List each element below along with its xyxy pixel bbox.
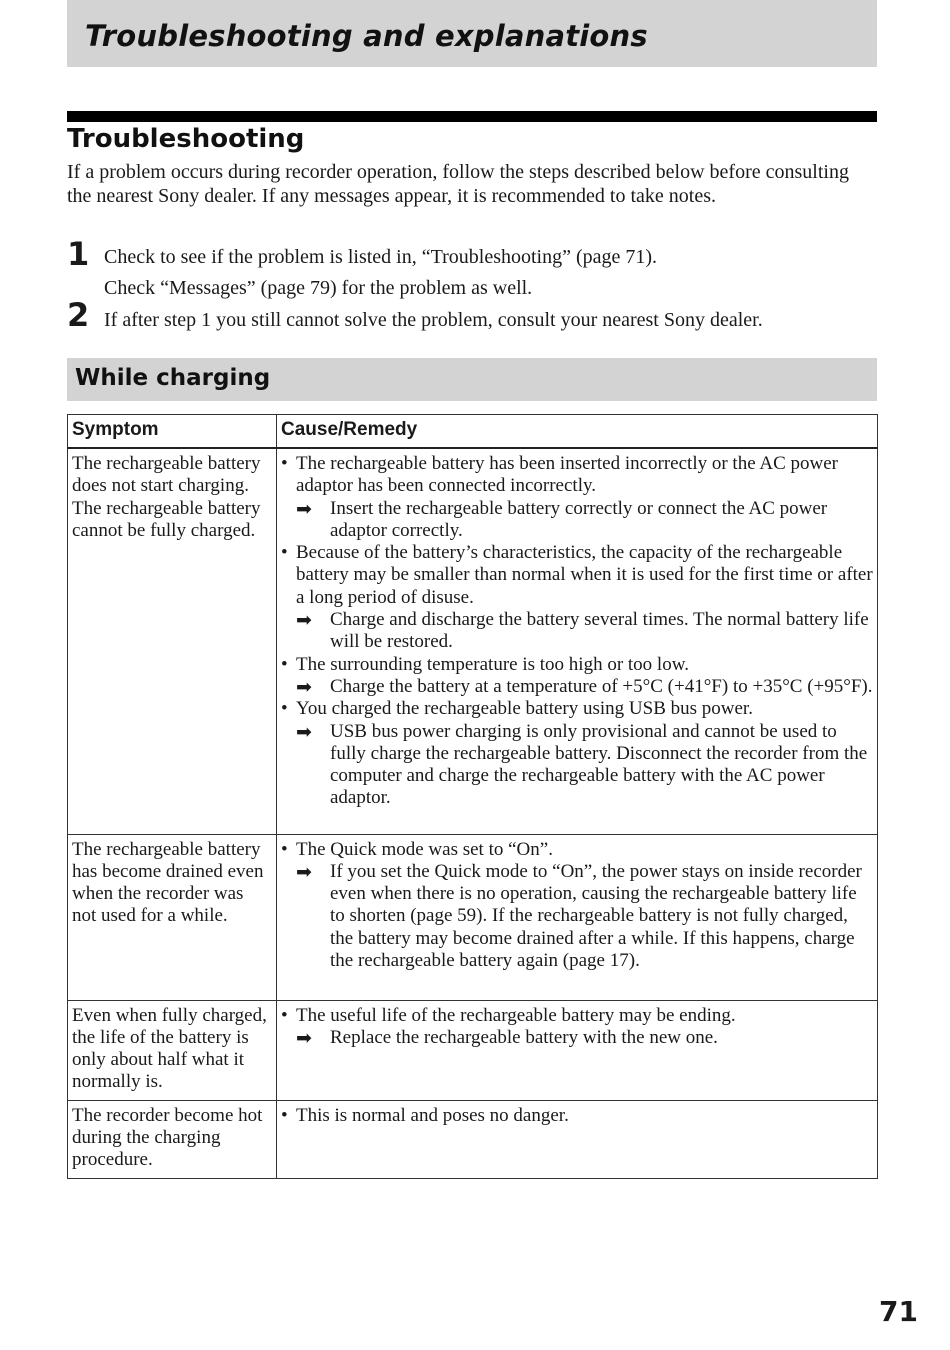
table-row <box>68 1100 878 1178</box>
symptom-cell: The recorder become hot during the charging procedure. <box>68 1100 277 1178</box>
remedy-item: ➡ Replace the rechargeable battery with the new one. <box>281 1027 873 1049</box>
cause-item: • This is normal and poses no danger. <box>281 1105 873 1127</box>
cause-item: • The rechargeable battery has been inserted incorrectly or the AC power adaptor has been connected incorrectly. <box>281 453 873 498</box>
cause-remedy-cell <box>277 834 878 1000</box>
cause-item: • You charged the rechargeable battery using USB bus power. <box>281 698 873 720</box>
cause-remedy-cell <box>277 1100 878 1178</box>
section-title: Troubleshooting <box>67 124 305 154</box>
section-rule <box>67 111 877 122</box>
intro-paragraph: If a problem occurs during recorder operation, follow the steps described below before consulting the nearest Sony dealer. If any messages appear, it is recommended to take notes. <box>67 161 849 207</box>
step-1-subtext: Check “Messages” (page 79) for the problem as well. <box>104 277 533 299</box>
symptom-cell: The rechargeable battery has become drained even when the recorder was not used for a while. <box>68 834 277 1000</box>
chapter-header-band <box>67 0 877 67</box>
subsection-title: While charging <box>75 365 271 391</box>
symptom-cell: The rechargeable battery does not start charging. The rechargeable battery cannot be fully charged. <box>68 448 277 834</box>
page-number: 71 <box>879 1295 918 1328</box>
cause-remedy-cell <box>277 1000 878 1100</box>
symptom-header: Symptom <box>68 415 277 449</box>
symptom-cell: Even when fully charged, the life of the battery is only about half what it normally is. <box>68 1000 277 1100</box>
step-number-1: 1 <box>67 235 90 273</box>
step-number-2: 2 <box>67 296 90 334</box>
table-row <box>68 834 878 1000</box>
cause-item: • Because of the battery’s characteristics, the capacity of the rechargeable battery may be smaller than normal when it is used for the first time or after a long period of disuse. <box>281 542 873 609</box>
remedy-item: ➡ Charge the battery at a temperature of +5°C (+41°F) to +35°C (+95°F). <box>281 676 873 698</box>
remedy-item: ➡ Charge and discharge the battery several times. The normal battery life will be restored. <box>281 609 873 654</box>
cause-item: • The useful life of the rechargeable battery may be ending. <box>281 1005 873 1027</box>
remedy-item: ➡ If you set the Quick mode to “On”, the power stays on inside recorder even when there is no operation, causing the rechargeable battery life to shorten (page 59). If the rechargeable battery is not fully charged, the battery may become drained after a while. If this happens, charge the rechargeable battery again (page 17). <box>281 861 873 972</box>
chapter-title: Troubleshooting and explanations <box>85 19 648 53</box>
cause-header: Cause/Remedy <box>277 415 878 449</box>
subsection-header-band <box>67 358 877 401</box>
cause-item: • The surrounding temperature is too high or too low. <box>281 654 873 676</box>
step-2-text: If after step 1 you still cannot solve the problem, consult your nearest Sony dealer. <box>104 309 763 331</box>
table-row <box>68 1000 878 1100</box>
table-row <box>68 448 878 834</box>
table-header-row <box>68 415 878 449</box>
cause-item: • The Quick mode was set to “On”. <box>281 839 873 861</box>
step-1-text: Check to see if the problem is listed in, “Troubleshooting” (page 71). <box>104 246 658 268</box>
remedy-item: ➡ USB bus power charging is only provisional and cannot be used to fully charge the rechargeable battery. Disconnect the recorder from the computer and charge the rechargeable battery with the AC power adaptor. <box>281 721 873 810</box>
troubleshooting-table <box>67 414 878 1179</box>
cause-remedy-cell <box>277 448 878 834</box>
remedy-item: ➡ Insert the rechargeable battery correctly or connect the AC power adaptor correctly. <box>281 498 873 543</box>
